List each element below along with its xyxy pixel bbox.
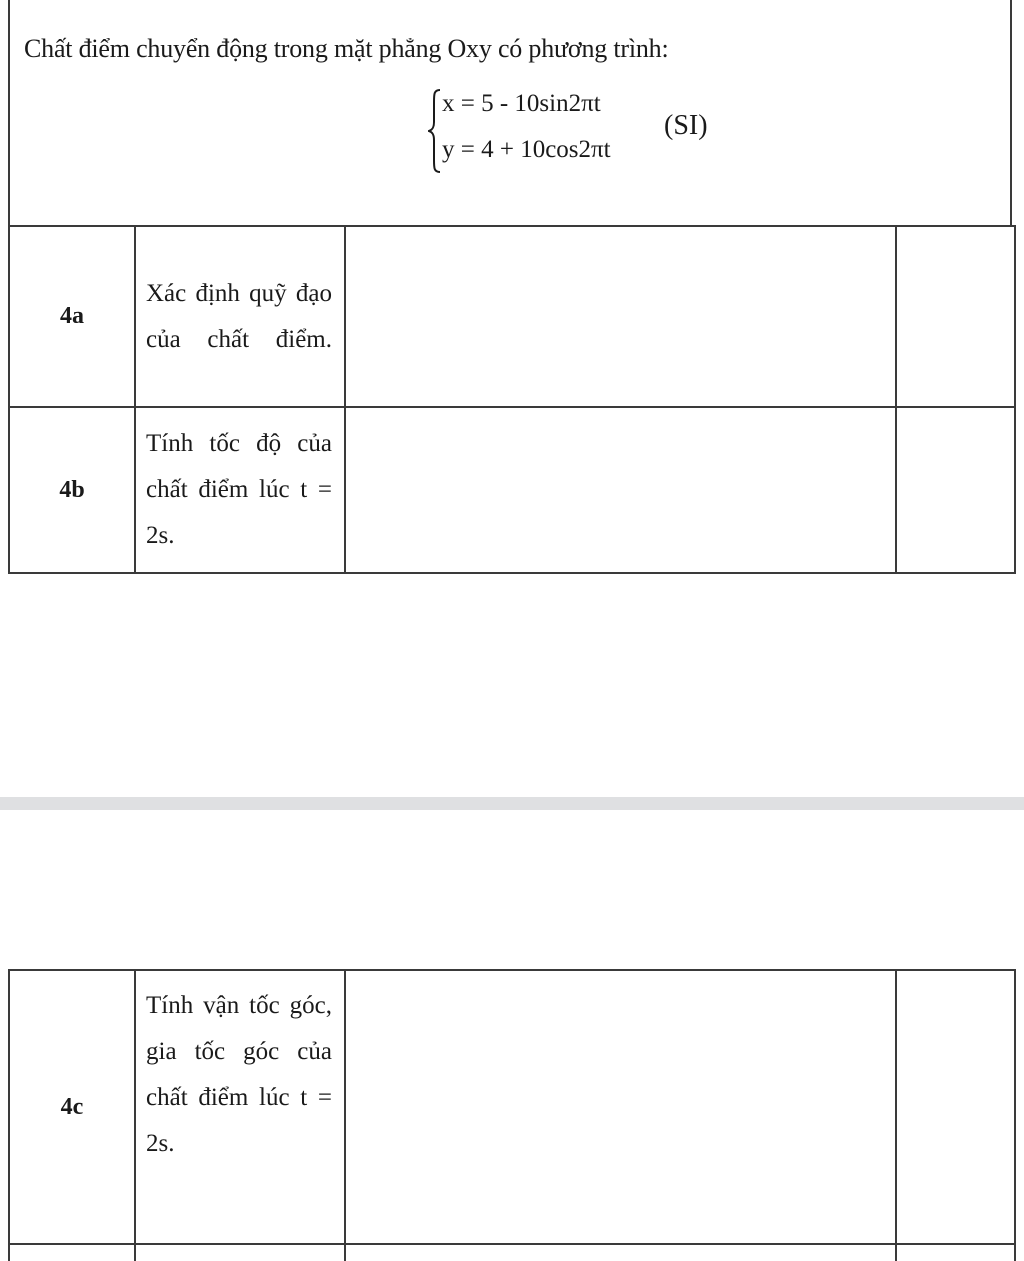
table-row <box>9 1244 1015 1261</box>
equation-system <box>428 86 728 176</box>
score-cell[interactable] <box>896 1244 1015 1261</box>
row-task: Tính vận tốc góc, gia tốc góc của chất điểm lúc t = 2s. <box>135 970 345 1244</box>
row-task: Tính tốc độ của chất điểm lúc t = 2s. <box>135 407 345 573</box>
score-cell[interactable] <box>896 970 1015 1244</box>
page-separator <box>0 797 1024 810</box>
problem-intro: Chất điểm chuyển động trong mặt phẳng Oxy có phương trình: <box>24 34 669 63</box>
answer-table-top <box>8 225 1016 574</box>
equation-y: y = 4 + 10cos2πt <box>442 136 611 163</box>
score-cell[interactable] <box>896 226 1015 407</box>
row-task <box>135 1244 345 1261</box>
answer-cell[interactable] <box>345 970 896 1244</box>
unit-label: (SI) <box>664 110 708 141</box>
equation-x: x = 5 - 10sin2πt <box>442 90 601 117</box>
answer-cell[interactable] <box>345 407 896 573</box>
table-row <box>9 407 1015 573</box>
row-code: 4a <box>9 226 135 407</box>
answer-cell[interactable] <box>345 1244 896 1261</box>
answer-table-bottom <box>8 969 1016 1261</box>
left-brace-icon <box>428 86 442 176</box>
answer-cell[interactable] <box>345 226 896 407</box>
table-row <box>9 970 1015 1244</box>
table-row <box>9 226 1015 407</box>
row-task: Xác định quỹ đạo của chất điểm. <box>135 226 345 407</box>
problem-header <box>8 0 1012 225</box>
row-code <box>9 1244 135 1261</box>
row-code: 4c <box>9 970 135 1244</box>
score-cell[interactable] <box>896 407 1015 573</box>
row-code: 4b <box>9 407 135 573</box>
